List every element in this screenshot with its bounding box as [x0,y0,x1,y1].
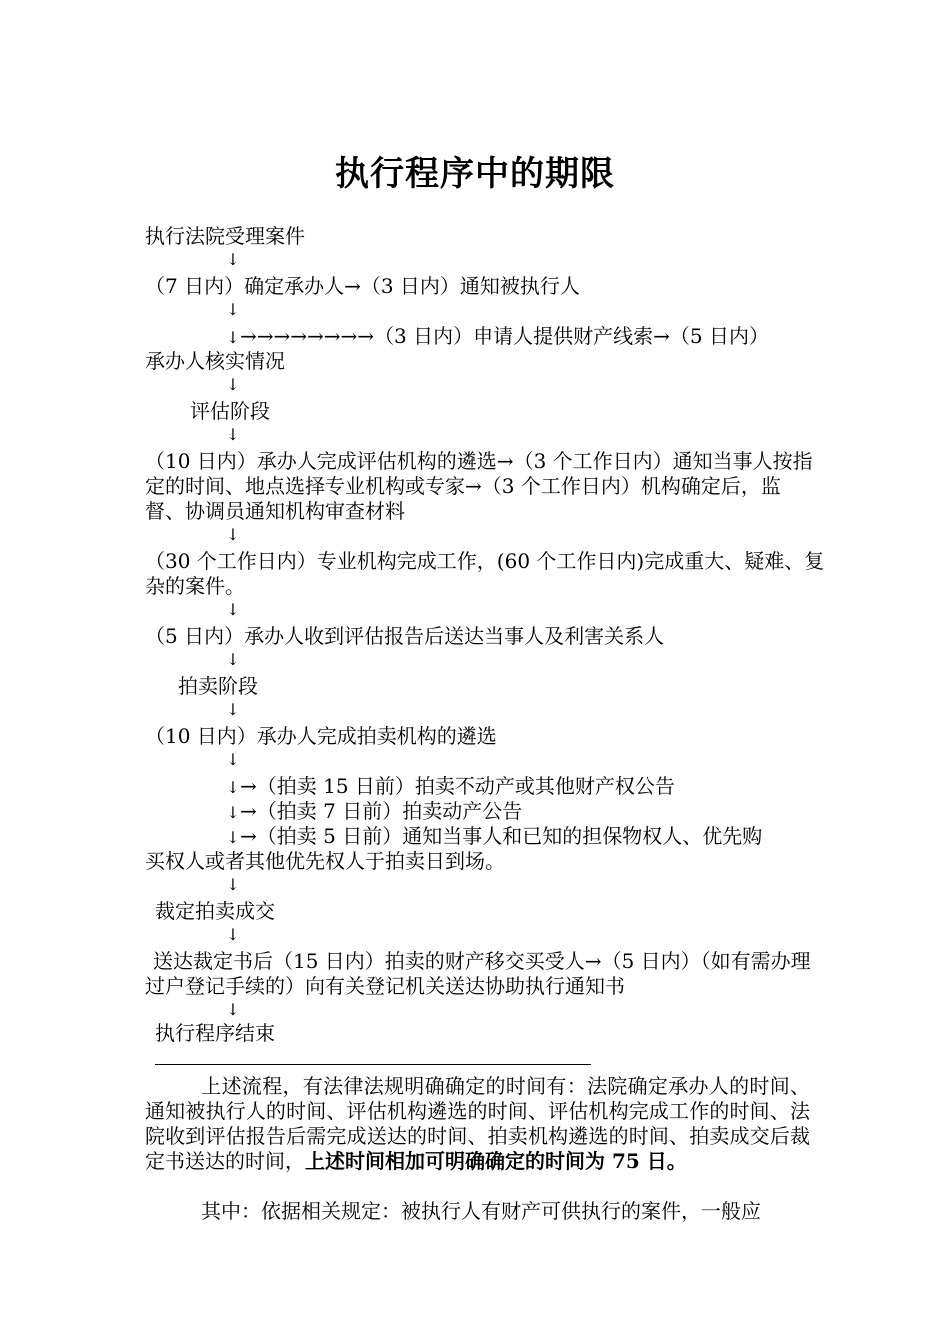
flow-step-appraisal-selection: （10 日内）承办人完成评估机构的遴选→（3 个工作日内）通知当事人按指定的时间、地点选择专业机构或专家→（3 个工作日内）机构确定后，监督、协调员通知机构审查材料 [145,449,813,523]
flow-step-movable-notice-text: →（拍卖 7 日前）拍卖动产公告 [240,799,523,823]
flow-step-assign-handler: （7 日内）确定承办人→（3 日内）通知被执行人 [145,274,580,298]
flow-stage-auction: 拍卖阶段 [178,674,258,698]
down-arrow-icon: ↓ [226,600,240,619]
down-arrow-icon: ↓ [226,425,240,444]
flow-stage-appraisal: 评估阶段 [190,399,270,423]
flow-step-notify-parties-text: →（拍卖 5 日前）通知当事人和已知的担保物权人、优先购 [240,824,763,848]
flow-step-end: 执行程序结束 [155,1021,275,1045]
flow-step-notify-parties-cont: 买权人或者其他优先权人于拍卖日到场。 [145,849,505,873]
note-paragraph-1-text: 上述流程，有法律法规明确确定的时间有：法院确定承办人的时间、通知被执行人的时间、评估机构遴选的时间、评估机构完成工作的时间、法院收到评估报告后需完成送达的时间、拍卖机构遴选的时间、拍卖成交后裁定书送达的时间， [145,1074,810,1173]
down-arrow-icon: ↓ [226,875,240,894]
down-arrow-icon: ↓ [226,300,240,319]
down-arrow-icon: ↓ [226,525,240,544]
page-title: 执行程序中的期限 [335,154,615,194]
flow-step-movable-notice [226,799,816,825]
note-paragraph-2-text: 其中：依据相关规定：被执行人有财产可供执行的案件，一般应 [201,1199,761,1223]
down-arrow-icon: ↓ [226,803,240,822]
down-arrow-icon: ↓ [226,375,240,394]
flow-step-auction-selection: （10 日内）承办人完成拍卖机构的遴选 [145,724,497,748]
flow-step-case-accepted: 执行法院受理案件 [145,224,305,248]
down-arrow-icon: ↓ [226,925,240,944]
flow-step-verify: 承办人核实情况 [145,349,285,373]
flow-step-report-delivery: （5 日内）承办人收到评估报告后送达当事人及利害关系人 [145,624,665,648]
flow-step-transfer: 送达裁定书后（15 日内）拍卖的财产移交买受人→（5 日内）（如有需办理过户登记手续的）向有关登记机关送达协助执行通知书 [145,949,811,998]
down-arrow-icon: ↓ [226,1000,240,1019]
down-arrow-icon: ↓ [226,650,240,669]
flow-step-property-clues-text: →→→→→→→→（3 日内）申请人提供财产线索→（5 日内） [240,324,769,348]
flow-step-property-clues [226,324,826,350]
down-arrow-icon: ↓ [226,750,240,769]
note-paragraph-2 [145,1199,810,1224]
separator-rule [155,1064,591,1065]
down-arrow-icon: ↓ [226,828,240,847]
down-arrow-icon: ↓ [226,700,240,719]
flow-step-realestate-notice-text: →（拍卖 15 日前）拍卖不动产或其他财产权公告 [240,774,675,798]
note-paragraph-1 [145,1074,810,1174]
flow-step-ruling: 裁定拍卖成交 [155,899,275,923]
flow-step-appraisal-work: （30 个工作日内）专业机构完成工作，(60 个工作日内)完成重大、疑难、复杂的案件。 [145,549,825,598]
down-arrow-icon: ↓ [226,328,240,347]
flow-step-notify-parties [226,824,816,850]
down-arrow-icon: ↓ [226,250,240,269]
note-paragraph-1-emphasis: 上述时间相加可明确确定的时间为 75 日。 [305,1149,687,1173]
down-arrow-icon: ↓ [226,778,240,797]
flow-step-realestate-notice [226,774,816,800]
